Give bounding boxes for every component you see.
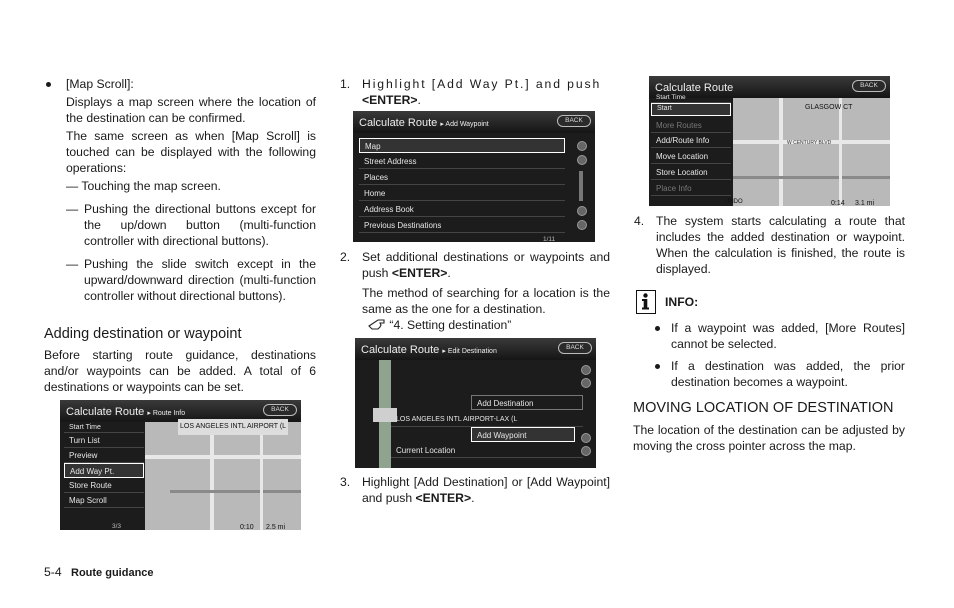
section-heading: Adding destination or waypoint xyxy=(44,326,242,342)
step-1-text: Highlight [Add Way Pt.] and push xyxy=(362,77,602,91)
street-label: W CENTURY BLVD xyxy=(787,140,832,146)
map-road xyxy=(170,490,301,493)
screenshot-route-info xyxy=(60,400,301,530)
scroll-up-small-icon[interactable] xyxy=(581,378,591,388)
period: . xyxy=(417,93,421,107)
map-road xyxy=(733,176,890,179)
map-corner-label: UNDO xyxy=(725,199,743,205)
menu-item[interactable]: Add/Route Info xyxy=(651,133,731,148)
page-indicator: 1/11 xyxy=(543,236,556,242)
info-icon xyxy=(636,290,656,314)
subtitle-text: Route Info xyxy=(152,410,186,417)
map-road xyxy=(260,422,263,530)
reference xyxy=(368,317,511,333)
map-road xyxy=(210,422,214,530)
menu-item[interactable]: Street Address xyxy=(359,154,565,169)
menu-item-selected[interactable]: Map xyxy=(359,138,565,153)
scroll-down-small-icon[interactable] xyxy=(581,433,591,443)
section-body: The location of the destination can be adjusted by moving the cross pointer across the map. xyxy=(633,423,905,453)
menu-item[interactable]: Places xyxy=(359,170,565,185)
enter-key: <ENTER> xyxy=(415,491,472,505)
screenshot-edit-destination xyxy=(355,338,596,468)
map-road xyxy=(145,455,301,459)
bullet xyxy=(655,326,660,331)
menu-item[interactable]: Address Book xyxy=(359,202,565,217)
menu-item[interactable]: Turn List xyxy=(64,433,144,448)
back-button[interactable]: BACK xyxy=(558,342,592,354)
step-2-text: Set additional destinations or waypoints and push xyxy=(362,250,610,280)
screen-title: Calculate Route ▸ Edit Destination xyxy=(355,338,596,360)
scroll-up-small-icon[interactable] xyxy=(577,155,587,165)
step-1-key-line xyxy=(362,92,421,108)
place-label: GLASGOW CT xyxy=(805,104,853,111)
enter-key: <ENTER> xyxy=(391,266,448,280)
current-location-row[interactable]: Current Location xyxy=(391,443,583,458)
dash-item-3: Pushing the slide switch except in the upward/downward direction (multi-function controller without directional buttons). xyxy=(84,257,316,303)
title-text: Calculate Route xyxy=(655,82,734,94)
title-text: Calculate Route xyxy=(66,406,145,418)
step-4-text: The system starts calculating a route that includes the added destination or waypoint. When the calculation is finished, the route is displayed. xyxy=(656,214,905,276)
step-2-line xyxy=(362,249,610,281)
section-body: Before starting route guidance, destinations and/or waypoints can be added. A total of 6 destinations or waypoints can be set. xyxy=(44,348,316,394)
subtitle-text: Add Waypoint xyxy=(445,121,489,128)
page-number: 5-4 xyxy=(44,565,62,579)
scrollbar[interactable] xyxy=(579,171,583,201)
menu-item[interactable]: Start Time xyxy=(651,93,731,103)
menu-item[interactable]: Store Location xyxy=(651,165,731,180)
subtitle-text: Edit Destination xyxy=(447,348,497,355)
title-text: Calculate Route xyxy=(359,117,438,129)
scroll-down-small-icon[interactable] xyxy=(577,206,587,216)
bullet xyxy=(46,82,51,87)
step-3-text: Highlight [Add Destination] or [Add Waypoint] and push xyxy=(362,475,610,505)
section-name: Route guidance xyxy=(71,567,154,579)
scroll-down-icon[interactable] xyxy=(577,220,587,230)
menu-item[interactable]: Map Scroll xyxy=(64,493,144,508)
map-scroll-label: [Map Scroll]: xyxy=(66,77,134,91)
info-title: INFO: xyxy=(665,295,699,309)
period: . xyxy=(447,266,451,280)
distance: 2.5 mi xyxy=(266,524,286,530)
bullet xyxy=(655,364,660,369)
step-number: 4. xyxy=(634,214,645,228)
menu-item[interactable]: Store Route xyxy=(64,478,144,493)
add-destination-button[interactable]: Add Destination xyxy=(471,395,583,410)
dash-item-1: — Touching the map screen. xyxy=(66,179,221,193)
map-area xyxy=(145,422,301,530)
screenshot-add-waypoint xyxy=(353,111,595,242)
menu-item-disabled: Place Info xyxy=(651,181,731,196)
destination-row[interactable]: LOS ANGELES INTL AIRPORT-LAX (L xyxy=(391,412,583,427)
menu-item-disabled: More Routes xyxy=(651,118,731,133)
screen-title: Calculate Route ▸ Route Info xyxy=(60,400,301,422)
screen-title: Calculate Route ▸ Add Waypoint xyxy=(353,111,595,133)
map-road xyxy=(779,98,783,206)
menu-item[interactable]: Move Location xyxy=(651,149,731,164)
dash-lead-3: — xyxy=(66,257,79,271)
add-waypoint-button[interactable]: Add Waypoint xyxy=(471,427,575,442)
title-text: Calculate Route xyxy=(361,344,440,356)
eta: 0:14 xyxy=(831,200,845,206)
reference-text: “4. Setting destination” xyxy=(389,318,512,332)
step-number: 1. xyxy=(340,77,351,91)
eta: 0:10 xyxy=(240,524,254,530)
menu-item[interactable]: Start Time xyxy=(64,422,144,433)
step-3-line xyxy=(362,474,610,506)
info-glyph-icon xyxy=(637,291,654,312)
scroll-down-icon[interactable] xyxy=(581,446,591,456)
map-scroll-desc: Displays a map screen where the location of the destination can be confirmed. xyxy=(66,95,316,125)
menu-item[interactable]: Previous Destinations xyxy=(359,218,565,233)
destination-label: LOS ANGELES INTL AIRPORT (L xyxy=(178,419,288,435)
info-item-1: If a waypoint was added, [More Routes] cannot be selected. xyxy=(671,321,905,351)
scroll-up-icon[interactable] xyxy=(577,141,587,151)
back-button[interactable]: BACK xyxy=(263,404,297,416)
step-2-note: The method of searching for a location is the same as the one for a destination. xyxy=(362,286,610,316)
menu-item-selected[interactable]: Start xyxy=(651,103,731,116)
dash-item-2: Pushing the directional buttons except for the up/down button (multi-function controller with directional buttons). xyxy=(84,202,316,248)
menu-item[interactable]: Preview xyxy=(64,448,144,463)
scroll-up-icon[interactable] xyxy=(581,365,591,375)
info-item-2: If a destination was added, the prior destination becomes a waypoint. xyxy=(671,359,905,389)
step-number: 2. xyxy=(340,250,351,264)
page-footer xyxy=(44,564,154,581)
dash-lead-2: — xyxy=(66,202,79,216)
pointing-hand-icon xyxy=(368,317,386,331)
menu-item-selected[interactable]: Add Way Pt. xyxy=(64,463,144,478)
period: . xyxy=(471,491,475,505)
enter-key: <ENTER> xyxy=(362,93,418,107)
back-button[interactable]: BACK xyxy=(557,115,591,127)
back-button[interactable]: BACK xyxy=(852,80,886,92)
screenshot-calculate-route xyxy=(649,76,890,206)
map-scroll-desc-2: The same screen as when [Map Scroll] is touched can be displayed with the following operations: xyxy=(66,129,316,175)
page-indicator: 3/3 xyxy=(112,523,122,530)
menu-item[interactable]: Home xyxy=(359,186,565,201)
step-number: 3. xyxy=(340,475,351,489)
section-heading: MOVING LOCATION OF DESTINATION xyxy=(633,400,894,416)
distance: 3.1 mi xyxy=(855,200,875,206)
